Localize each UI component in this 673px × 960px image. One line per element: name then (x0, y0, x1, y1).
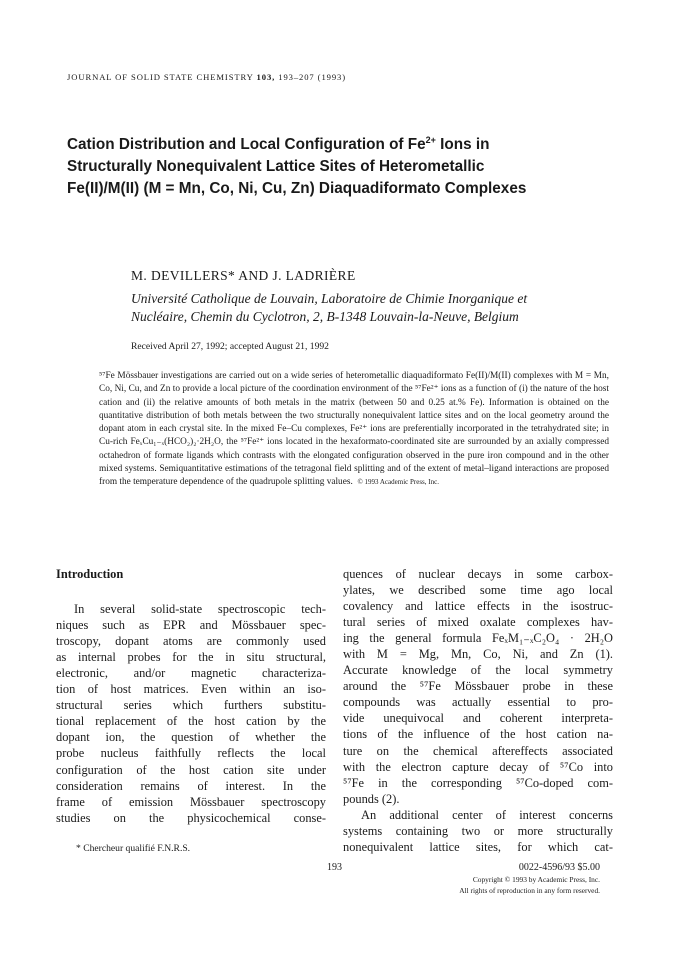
text-line: dopant ion, the question of whether the (56, 730, 326, 745)
affiliation-line-1: Université Catholique de Louvain, Laboratoire de Chimie Inorganique et (131, 291, 528, 306)
page-number: 193 (327, 862, 342, 873)
text-line: tional replacement of the host cation by the (56, 714, 326, 729)
text-line: An additional center of interest concerns (361, 807, 613, 822)
journal-volume: 103, (256, 72, 276, 82)
text-line: with the electron capture decay of ⁵⁷Co into (343, 759, 613, 774)
text-line: niques such as EPR and Mössbauer spec- (56, 618, 326, 633)
text-line: ⁵⁷Fe in the corresponding ⁵⁷Co-doped com- (343, 775, 613, 790)
text-line: ylates, we described some time ago local (343, 583, 613, 598)
text-line: ture on the chemical aftereffects associated (343, 743, 613, 758)
journal-name: JOURNAL OF SOLID STATE CHEMISTRY (67, 72, 254, 82)
text-line: compounds was actually essential to pro- (343, 695, 613, 710)
left-column (56, 566, 326, 826)
right-column (343, 566, 613, 855)
affiliation (131, 290, 591, 326)
introduction-left-text (56, 601, 326, 826)
text-line: consideration remains of interest. In the (56, 778, 326, 793)
paper-title (67, 134, 607, 200)
abstract-copyright: © 1993 Academic Press, Inc. (357, 478, 439, 487)
authors: M. DEVILLERS* AND J. LADRIÈRE (131, 268, 356, 283)
text-line: In several solid-state spectroscopic tech- (74, 602, 326, 617)
text-line: vide unequivocal and coherent interpreta- (343, 711, 613, 726)
text-line: frame of emission Mössbauer spectroscopy (56, 794, 326, 809)
text-line: electronic, and/or magnetic characteriza- (56, 666, 326, 681)
text-line: probe nucleus faithfully reflects the local (56, 746, 326, 761)
text-line: systems containing two or more structurally (343, 823, 613, 838)
received-date: Received April 27, 1992; accepted August 21, 1992 (131, 341, 329, 352)
abstract (99, 370, 609, 490)
text-line: tions of the influence of the host cation na- (343, 727, 613, 742)
text-line: quences of nuclear decays in some carbox- (343, 567, 613, 581)
text-line: nonequivalent lattice sites, for which cat- (343, 839, 613, 854)
introduction-right-text (343, 566, 613, 855)
affiliation-line-2: Nucléaire, Chemin du Cyclotron, 2, B-1348 Louvain-la-Neuve, Belgium (131, 309, 519, 324)
title-line-3: Fe(II)/M(II) (M = Mn, Co, Ni, Cu, Zn) Diaquadiformato Complexes (67, 180, 527, 197)
copyright-line-2: All rights of reproduction in any form reserved. (459, 886, 600, 895)
journal-pages-year: 193–207 (1993) (278, 72, 346, 82)
issn-price: 0022-4596/93 $5.00 (518, 862, 600, 873)
journal-header (67, 72, 346, 82)
text-line: studies on the physicochemical conse- (56, 810, 326, 825)
text-line: configuration of the host cation site under (56, 762, 326, 777)
text-line: pounds (2). (343, 791, 400, 806)
abstract-text: ⁵⁷Fe Mössbauer investigations are carried out on a wide series of heterometallic diaquadiformato Fe(II)/M(II) complexes with M = Mn, Co, Ni, Cu, and Zn to provide a local picture of the coordination environment of the ⁵⁷Fe²⁺ ions as a function of (i) the nature of the host cation and (ii) the relative amounts of both metals in the matrix (between 50 and 0.25 at.% Fe). Information is obtained on the quantitative distribution of both metals between the two structurally nonequivalent lattice sites and on the local geometry around the dopant atom in each crystal site. In the mixed Fe–Cu complexes, Fe²⁺ ions are preferentially incorporated in the tetrahydrated site; in Cu-rich FeₓCu₁₋ₓ(HCO₂)₂·2H₂O, the ⁵⁷Fe²⁺ ions located in the hexaformato-coordinated site are surrounded by an axially compressed octahedron of formate ligands which contrasts with the elongated configuration observed in the pure iron compound and in the other mixed systems. Semiquantitative estimations of the tetragonal field splitting and of the extent of metal–ligand interactions are proposed from the temperature dependence of the quadrupole splitting values. (99, 371, 609, 488)
text-line: tural series of mixed oxalate complexes hav- (343, 615, 613, 630)
copyright-line-1: Copyright © 1993 by Academic Press, Inc. (472, 875, 600, 884)
text-line: ing the general formula FeₓM₁₋ₓC₂O₄ · 2H₂O (343, 631, 613, 646)
title-line-2: Structurally Nonequivalent Lattice Sites of Heterometallic (67, 158, 485, 175)
introduction-heading: Introduction (56, 567, 124, 581)
text-line: Accurate knowledge of the local symmetry (343, 663, 613, 678)
text-line: troscopy, dopant atoms are commonly used (56, 634, 326, 649)
text-line: around the ⁵⁷Fe Mössbauer probe in these (343, 679, 613, 694)
title-line-1: Cation Distribution and Local Configuration of $Fe^{2+}$ Ions in (67, 134, 490, 153)
text-line: covalency and lattice effects in the isostruc- (343, 599, 613, 614)
text-line: tion of host matrices. Even within an iso- (56, 682, 326, 697)
text-line: structural series which furthers substitu- (56, 698, 326, 713)
text-line: as internal probes for the in situ structural, (56, 650, 326, 665)
text-line: with M = Mg, Mn, Co, Ni, and Zn (1). (343, 647, 613, 662)
author-footnote: * Chercheur qualifié F.N.R.S. (76, 843, 191, 854)
